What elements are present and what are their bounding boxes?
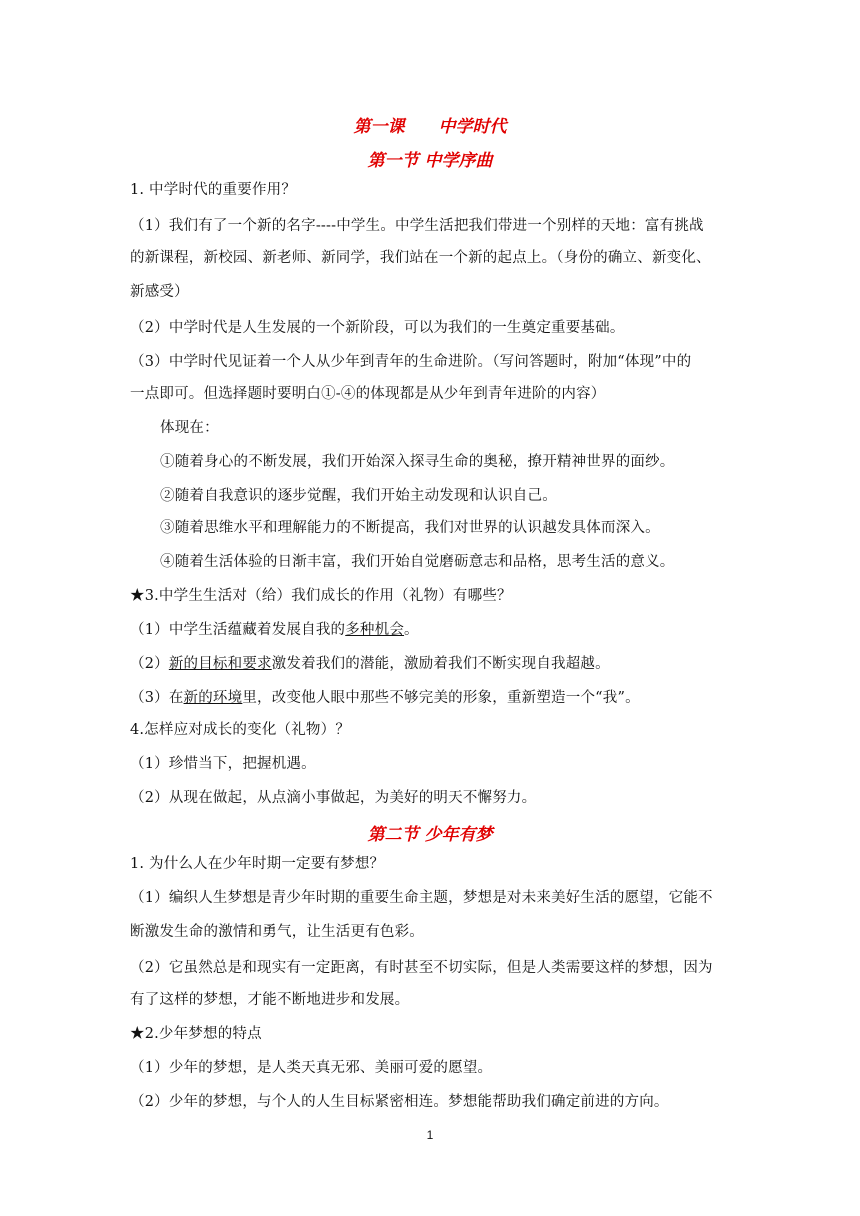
answer-line: （1）我们有了一个新的名字----中学生。中学生活把我们带进一个别样的天地：富有挑战: [130, 218, 704, 234]
answer-line: （2）中学时代是人生发展的一个新阶段，可以为我们的一生奠定重要基础。: [130, 320, 625, 336]
answer-line: 的新课程，新校园、新老师、新同学，我们站在一个新的起点上。（身份的确立、新变化、: [130, 250, 711, 266]
tixian-item: ②随着自我意识的逐步觉醒，我们开始主动发现和认识自己。: [160, 488, 557, 504]
text-segment: 里，改变他人眼中那些不够完美的形象，重新塑造一个“我”。: [242, 690, 640, 706]
question-1: 1. 中学时代的重要作用？: [130, 182, 297, 198]
answer-line: 新感受）: [130, 284, 189, 300]
answer-line: 有了这样的梦想，才能不断地进步和发展。: [130, 992, 410, 1008]
answer-line: （1）少年的梦想，是人类天真无邪、美丽可爱的愿望。: [130, 1060, 493, 1076]
text-segment: 。: [404, 622, 419, 638]
question-2: ★2.少年梦想的特点: [130, 1026, 262, 1042]
answer-line: [130, 688, 640, 708]
answer-line: [130, 654, 610, 674]
tixian-item: ④随着生活体验的日渐丰富，我们开始自觉磨砺意志和品格，思考生活的意义。: [160, 554, 675, 570]
text-segment: （3）在: [130, 690, 184, 706]
answer-line: 一点即可。但选择题时要明白①-④的体现都是从少年到青年进阶的内容）: [130, 386, 606, 402]
answer-line: （2）少年的梦想，与个人的人生目标紧密相连。梦想能帮助我们确定前进的方向。: [130, 1094, 669, 1110]
tixian-label: 体现在：: [160, 420, 219, 436]
underlined-phrase: 新的环境: [183, 690, 243, 706]
text-segment: 激发着我们的潜能，激励着我们不断实现自我超越。: [271, 656, 610, 672]
answer-line: （3）中学时代见证着一个人从少年到青年的生命进阶。（写问答题时，附加“体现”中的: [130, 354, 692, 370]
underlined-phrase: 多种机会: [345, 622, 405, 638]
question-1: 1. 为什么人在少年时期一定要有梦想？: [130, 856, 385, 872]
answer-line: [130, 620, 419, 640]
text-segment: （2）: [130, 656, 169, 672]
tixian-item: ③随着思维水平和理解能力的不断提高，我们对世界的认识越发具体而深入。: [160, 520, 660, 536]
underlined-phrase: 新的目标和要求: [168, 656, 272, 672]
answer-line: 断激发生命的激情和勇气，让生活更有色彩。: [130, 924, 424, 940]
page-number: 1: [426, 1128, 434, 1142]
section1-heading: 第一节 中学序曲: [367, 151, 493, 171]
text-segment: （1）中学生活蕴藏着发展自我的: [130, 622, 346, 638]
answer-line: （1）珍惜当下，把握机遇。: [130, 756, 316, 772]
answer-line: （1）编织人生梦想是青少年时期的重要生命主题，梦想是对未来美好生活的愿望，它能不: [130, 890, 713, 906]
question-4: 4.怎样应对成长的变化（礼物）？: [130, 722, 351, 738]
section2-heading: 第二节 少年有梦: [367, 825, 493, 845]
question-3: ★3.中学生生活对（给）我们成长的作用（礼物）有哪些？: [130, 588, 512, 604]
answer-line: （2）从现在做起，从点滴小事做起，为美好的明天不懈努力。: [130, 790, 537, 806]
tixian-item: ①随着身心的不断发展，我们开始深入探寻生命的奥秘，撩开精神世界的面纱。: [160, 454, 675, 470]
lesson-title: 第一课 中学时代: [353, 117, 507, 137]
answer-line: （2）它虽然总是和现实有一定距离，有时甚至不切实际，但是人类需要这样的梦想，因为: [130, 960, 713, 976]
